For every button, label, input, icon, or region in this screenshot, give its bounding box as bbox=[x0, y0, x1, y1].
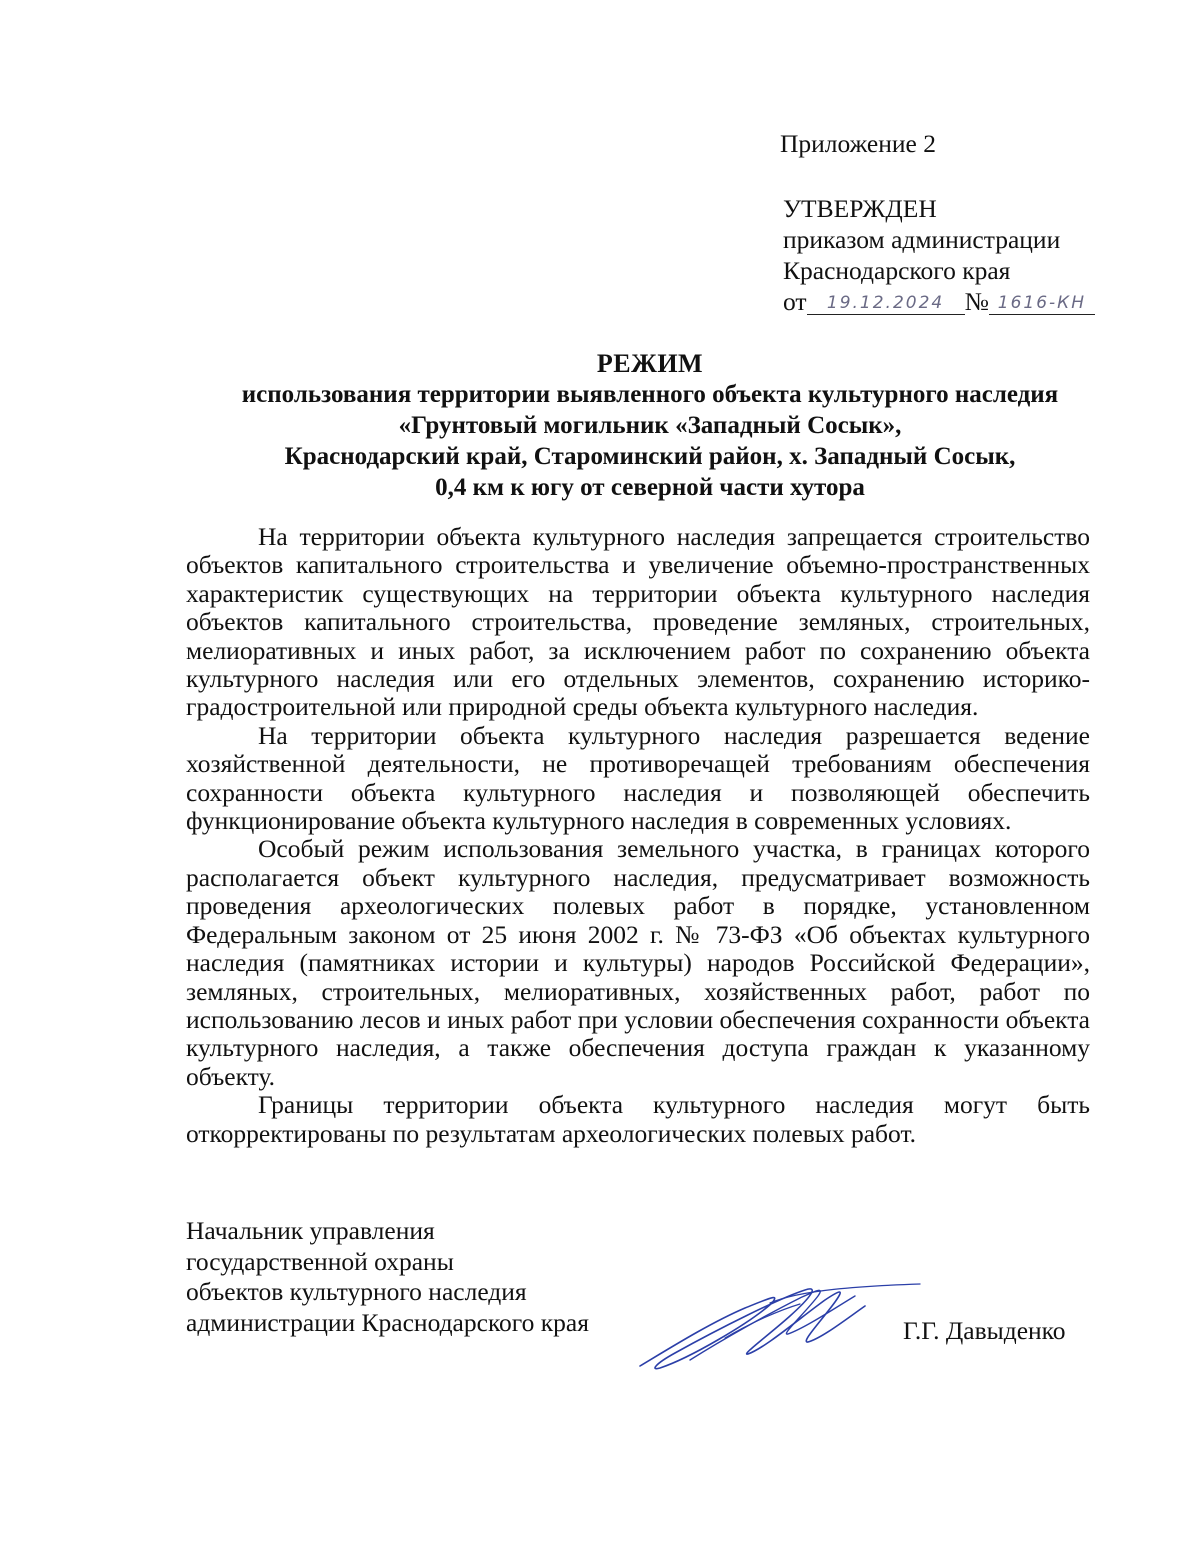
handwritten-signature bbox=[630, 1268, 930, 1378]
number-prefix: № bbox=[964, 287, 989, 316]
document-heading bbox=[150, 348, 1150, 503]
order-date-number-line bbox=[783, 286, 1095, 317]
signature-strokes bbox=[640, 1284, 920, 1369]
signatory-name: Г.Г. Давыденко bbox=[903, 1316, 1066, 1345]
paragraph-special-regime: Особый режим использования земельного участка, в границах которого располагается объект культурного наследия, предусматривает возможность проведения археологических полевых работ в порядке, установленном Федеральным законом от 25 июня 2002 г. № 73-ФЗ «Об объектах культурного наследия (памятниках истории и культуры) народов Российской Федерации», земляных, строительных, мелиоративных, хозяйственных работ, работ по использованию лесов и иных работ при условии обеспечения сохранности объекта культурного наследия, а также обеспечения доступа граждан к указанному объекту. bbox=[186, 834, 1090, 1091]
approved-by-line-1: приказом администрации bbox=[783, 225, 1061, 254]
handwritten-order-date: 19.12.2024 bbox=[807, 292, 965, 315]
appendix-label: Приложение 2 bbox=[780, 129, 936, 158]
handwritten-order-number: 1616-КН bbox=[989, 292, 1095, 315]
heading-line-2: «Грунтовый могильник «Западный Сосык», bbox=[398, 412, 902, 439]
document-body bbox=[186, 523, 1090, 1148]
heading-line-1: использования территории выявленного объекта культурного наследия bbox=[241, 381, 1059, 408]
paragraph-boundaries: Границы территории объекта культурного наследия могут быть откорректированы по результатам археологических полевых работ. bbox=[186, 1090, 1090, 1148]
document-title: РЕЖИМ bbox=[596, 349, 704, 378]
signatory-line-1: Начальник управления bbox=[186, 1216, 435, 1245]
paragraph-prohibitions: На территории объекта культурного наследия запрещается строительство объектов капитального строительства и увеличение объемно-пространственных характеристик существующих на территории объекта культурного наследия объектов капитального строительства, проведение земляных, строительных, мелиоративных и иных работ, за исключением работ по сохранению объекта культурного наследия или его отдельных элементов, сохранению историко-градостроительной или природной среды объекта культурного наследия. bbox=[186, 522, 1090, 722]
heading-line-4: 0,4 км к югу от северной части хутора bbox=[435, 474, 865, 501]
heading-line-3: Краснодарский край, Староминский район, х. Западный Сосык, bbox=[284, 443, 1016, 470]
signatory-position bbox=[186, 1216, 589, 1338]
signatory-line-2: государственной охраны bbox=[186, 1246, 454, 1276]
approval-block bbox=[780, 128, 1095, 317]
paragraph-permitted-activity: На территории объекта культурного наследия разрешается ведение хозяйственной деятельности, не противоречащей требованиям обеспечения сохранности объекта культурного наследия и позволяющей обеспечить функционирование объекта культурного наследия в современных условиях. bbox=[186, 720, 1090, 836]
signatory-line-4: администрации Краснодарского края bbox=[186, 1307, 589, 1337]
approved-by-line-2: Краснодарского края bbox=[783, 256, 1011, 285]
date-prefix: от bbox=[783, 287, 807, 316]
signatory-line-3: объектов культурного наследия bbox=[186, 1277, 527, 1306]
approved-label: УТВЕРЖДЕН bbox=[783, 194, 937, 223]
